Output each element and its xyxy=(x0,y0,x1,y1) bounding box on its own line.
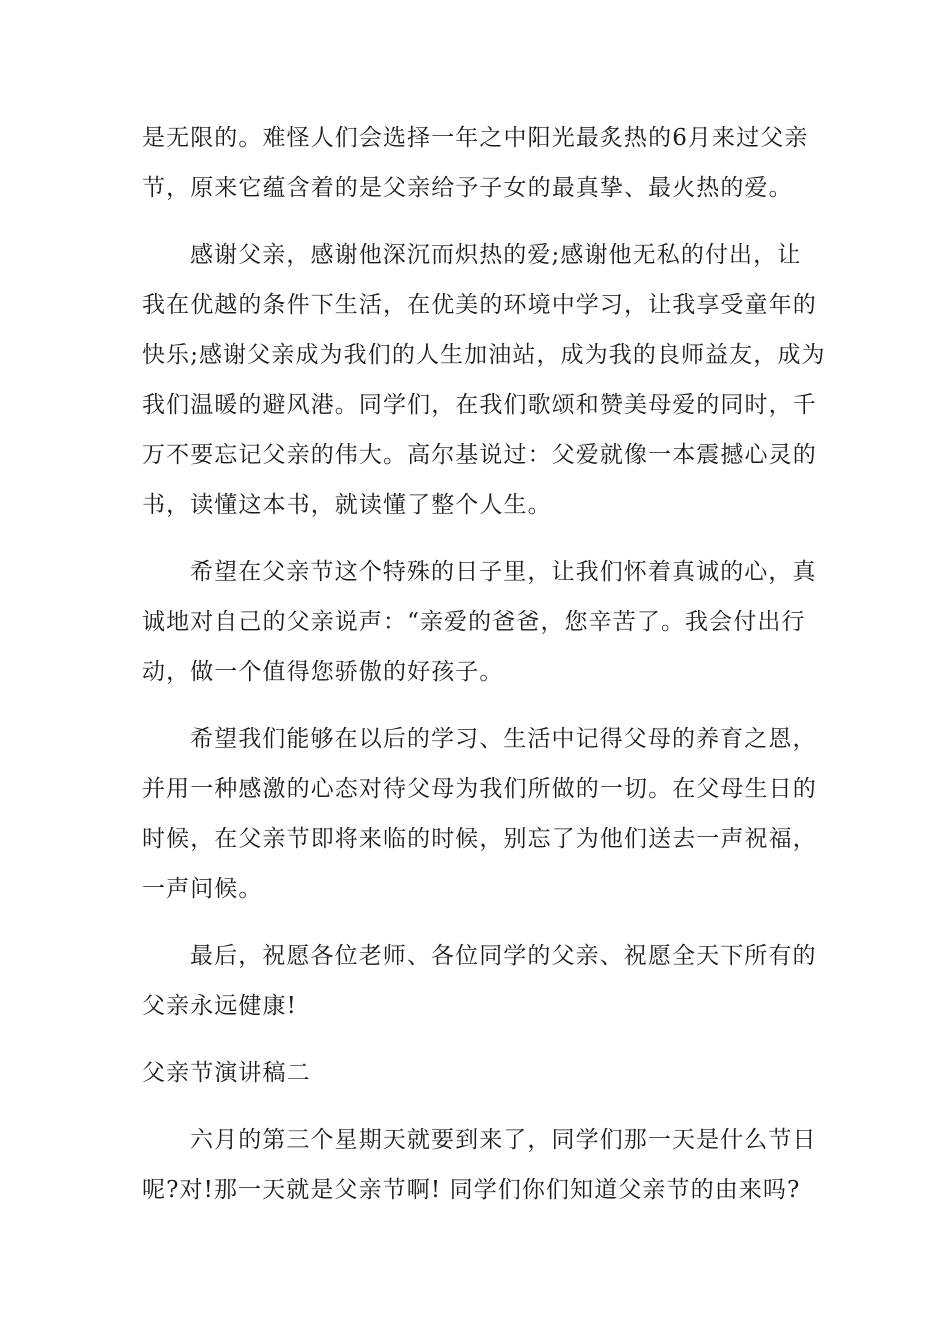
paragraph-1-line-2: 节，原来它蕴含着的是父亲给予子女的最真挚、最火热的爱。 xyxy=(142,175,793,201)
paragraph-4-line-1: 希望我们能够在以后的学习、生活中记得父母的养育之恩， xyxy=(190,726,817,752)
section-paragraph-line-1: 六月的第三个星期天就要到来了，同学们那一天是什么节日 xyxy=(190,1127,817,1153)
paragraph-3-line-3: 动，做一个值得您骄傲的好孩子。 xyxy=(142,659,504,685)
paragraph-5-line-1: 最后，祝愿各位老师、各位同学的父亲、祝愿全天下所有的 xyxy=(190,943,817,969)
paragraph-3-line-1: 希望在父亲节这个特殊的日子里，让我们怀着真诚的心，真 xyxy=(190,559,817,585)
paragraph-5-line-2: 父亲永远健康! xyxy=(142,993,297,1019)
paragraph-4-line-2: 并用一种感激的心态对待父母为我们所做的一切。在父母生日的 xyxy=(142,776,817,802)
paragraph-1-line-1: 是无限的。难怪人们会选择一年之中阳光最炙热的6月来过父亲 xyxy=(142,125,809,151)
paragraph-4-line-3: 时候，在父亲节即将来临的时候，别忘了为他们送去一声祝福， xyxy=(142,826,817,852)
paragraph-2-line-3: 快乐;感谢父亲成为我们的人生加油站，成为我的良师益友，成为 xyxy=(142,342,826,368)
section-paragraph-line-2: 呢?对!那一天就是父亲节啊! 同学们你们知道父亲节的由来吗? xyxy=(142,1177,801,1203)
section-heading: 父亲节演讲稿二 xyxy=(142,1060,311,1086)
paragraph-4-line-4: 一声问候。 xyxy=(142,876,263,902)
paragraph-2-line-1: 感谢父亲，感谢他深沉而炽热的爱;感谢他无私的付出，让 xyxy=(190,242,802,268)
paragraph-2-line-5: 万不要忘记父亲的伟大。高尔基说过：父爱就像一本震撼心灵的 xyxy=(142,442,817,468)
paragraph-2-line-6: 书，读懂这本书，就读懂了整个人生。 xyxy=(142,492,552,518)
paragraph-2-line-2: 我在优越的条件下生活，在优美的环境中学习，让我享受童年的 xyxy=(142,292,817,318)
paragraph-3-line-2: 诚地对自己的父亲说声：“亲爱的爸爸，您辛苦了。我会付出行 xyxy=(142,609,806,635)
paragraph-2-line-4: 我们温暖的避风港。同学们，在我们歌颂和赞美母爱的同时，千 xyxy=(142,392,817,418)
